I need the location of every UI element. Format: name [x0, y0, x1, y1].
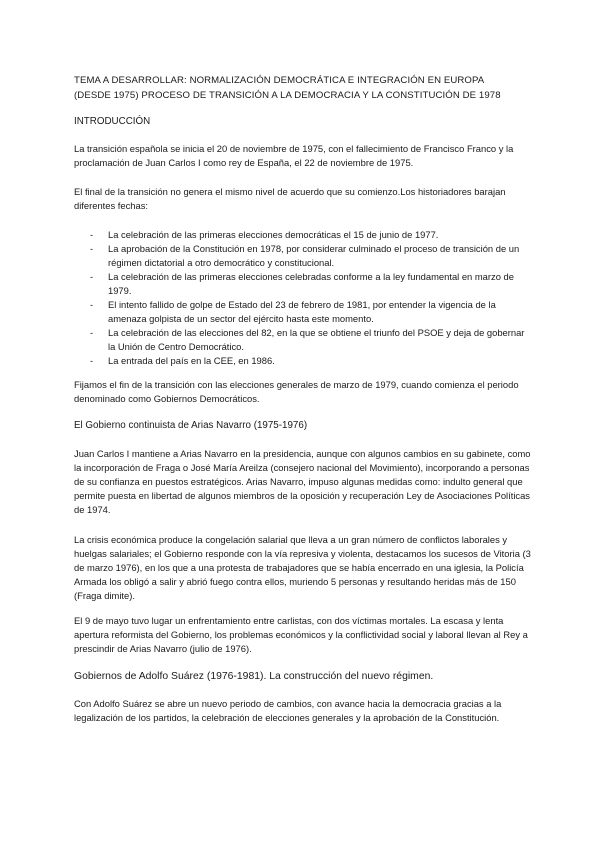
dates-list — [74, 228, 534, 368]
document-title — [74, 73, 534, 103]
intro-heading: INTRODUCCIÓN — [74, 116, 151, 127]
title-line-1: TEMA A DESARROLLAR: NORMALIZACIÓN DEMOCRÁTICA E INTEGRACIÓN EN EUROPA — [74, 75, 485, 86]
list-item: - La celebración de las primeras elecciones celebradas conforme a la ley fundamental en marzo de 1979. — [74, 270, 534, 298]
paragraph-3: Fijamos el fin de la transición con las elecciones generales de marzo de 1979, cuando comienza el periodo denominado como Gobiernos Democráticos. — [74, 379, 519, 404]
paragraph-7: Con Adolfo Suárez se abre un nuevo periodo de cambios, con avance hacia la democracia gracias a la legalización de los partidos, la celebración de elecciones generales y la aprobación de la Constitución. — [74, 698, 502, 723]
title-line-2: (DESDE 1975) PROCESO DE TRANSICIÓN A LA DEMOCRACIA Y LA CONSTITUCIÓN DE 1978 — [74, 90, 501, 101]
paragraph-4: Juan Carlos I mantiene a Arias Navarro en la presidencia, aunque con algunos cambios en su gabinete, como la incorporación de Fraga o José María Areilza (consejero nacional del Movimiento), incorporando a personas de su confianza en puestos estratégicos. Arias Navarro, impuso algunas medidas como: indulto general que permite puesta en libertad de algunos miembros de la oposición y recuperación Ley de Asociaciones Políticas de 1974. — [74, 448, 531, 515]
paragraph-1: La transición española se inicia el 20 de noviembre de 1975, con el fallecimiento de Francisco Franco y la proclamación de Juan Carlos I como rey de España, el 22 de noviembre de 1975. — [74, 143, 514, 168]
list-item: - El intento fallido de golpe de Estado del 23 de febrero de 1981, por entender la vigencia de la amenaza golpista de un sector del ejército hasta este momento. — [74, 298, 534, 326]
list-item: - La celebración de las primeras elecciones democráticas el 15 de junio de 1977. — [74, 228, 534, 242]
paragraph-5: La crisis económica produce la congelación salarial que lleva a un gran número de conflictos laborales y huelgas salariales; el Gobierno responde con la vía represiva y violenta, destacamos los sucesos de Vitoria (3 de marzo 1976), en los que a una protesta de trabajadores que se había encerrado en una iglesia, la Policía Armada los obligó a salir y abrió fuego contra ellos, muriendo 5 personas y resultando heridas más de 150 (Fraga dimite). — [74, 534, 531, 601]
list-item: - La celebración de las elecciones del 82, en la que se obtiene el triunfo del PSOE y deja de gobernar la Unión de Centro Democrático. — [74, 326, 534, 354]
section-1-heading: El Gobierno continuista de Arias Navarro (1975-1976) — [74, 420, 308, 431]
section-2-heading: Gobiernos de Adolfo Suárez (1976-1981). La construcción del nuevo régimen. — [74, 671, 434, 682]
list-item: - La entrada del país en la CEE, en 1986. — [74, 354, 534, 368]
paragraph-6: El 9 de mayo tuvo lugar un enfrentamiento entre carlistas, con dos víctimas mortales. La escasa y lenta apertura reformista del Gobierno, los problemas económicos y la conflictividad social y laboral llevan al Rey a prescindir de Arias Navarro (julio de 1976). — [74, 615, 528, 654]
list-item: - La aprobación de la Constitución en 1978, por considerar culminado el proceso de transición de un régimen dictatorial a otro democrático y constitucional. — [74, 242, 534, 270]
paragraph-2: El final de la transición no genera el mismo nivel de acuerdo que su comienzo.Los historiadores barajan diferentes fechas: — [74, 186, 506, 211]
